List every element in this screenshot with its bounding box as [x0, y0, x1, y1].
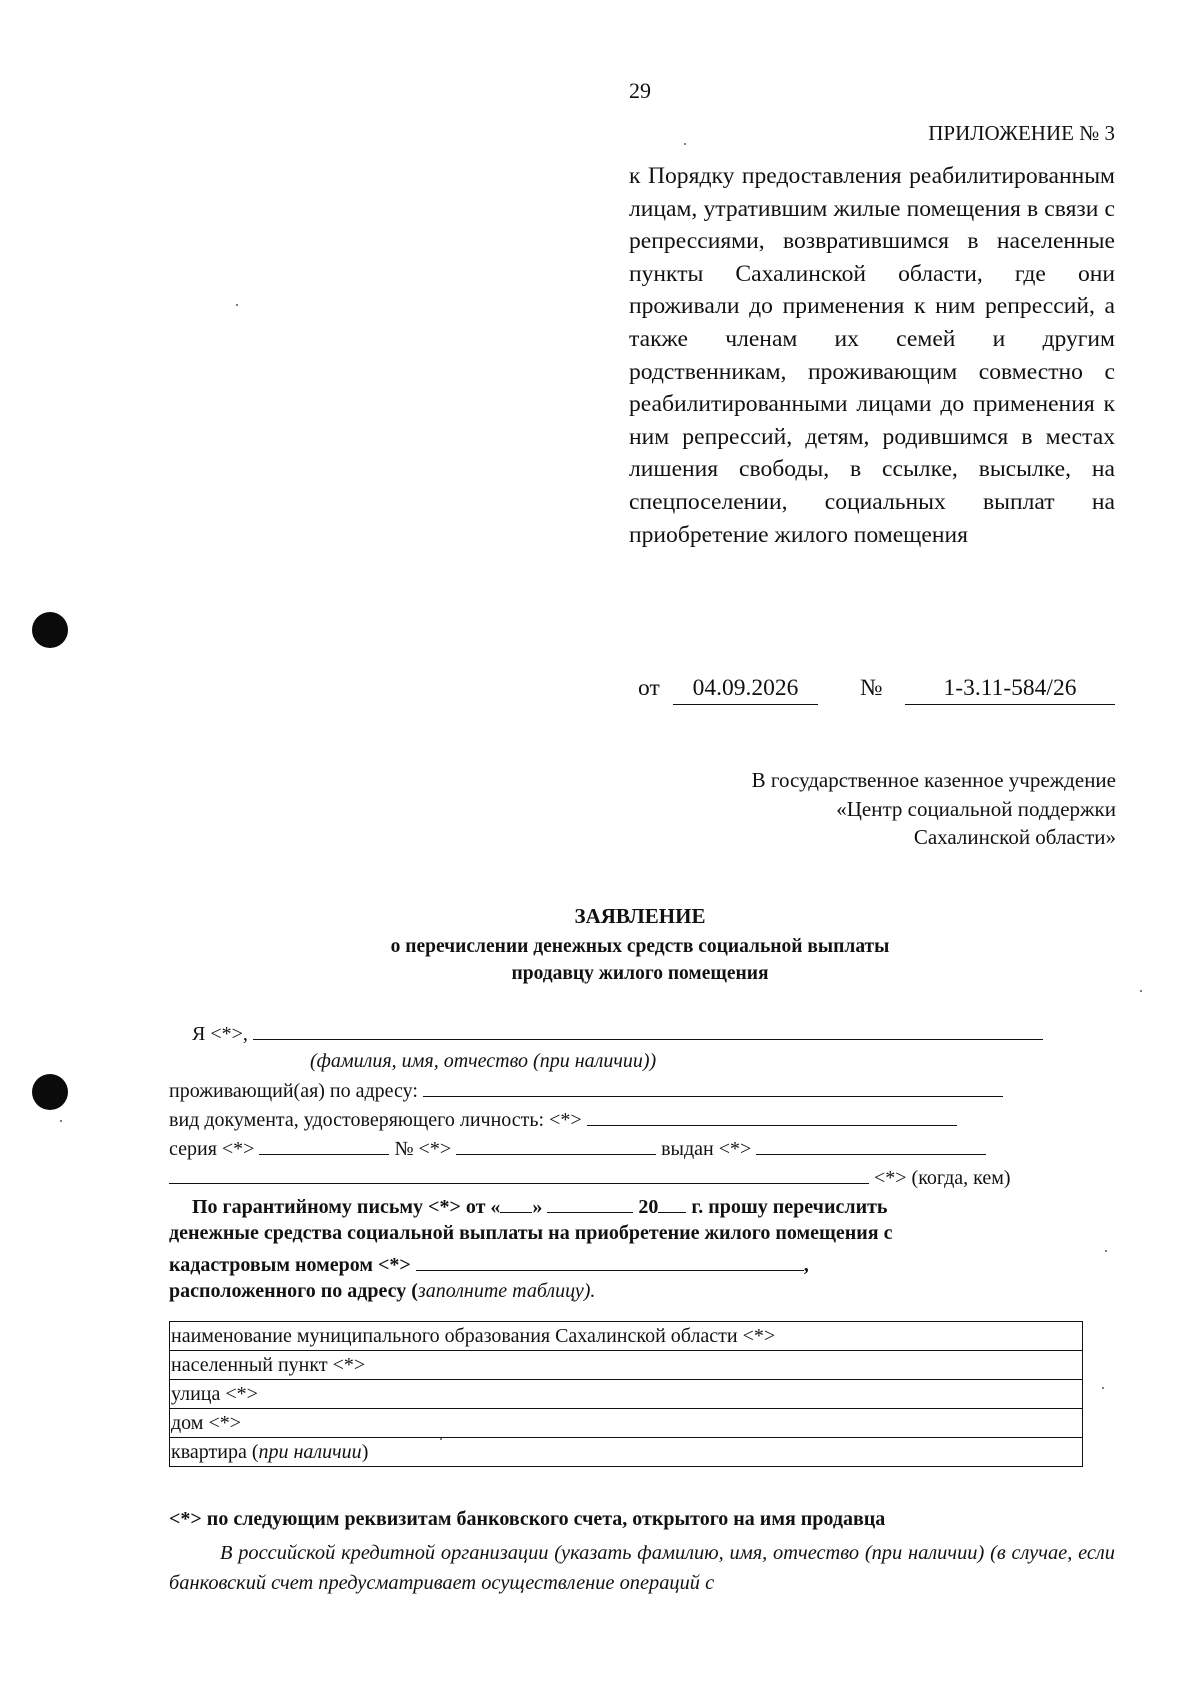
- table-row[interactable]: [170, 1409, 1083, 1438]
- number-label: № <*>: [394, 1138, 452, 1160]
- guarantee-row: [192, 1193, 888, 1219]
- fio-hint: (фамилия, имя, отчество (при наличии)): [310, 1050, 657, 1072]
- day-field[interactable]: [500, 1193, 532, 1213]
- address-label: проживающий(ая) по адресу:: [169, 1080, 418, 1102]
- fio-field[interactable]: [253, 1020, 1043, 1040]
- page-number: 29: [629, 78, 651, 103]
- table-row[interactable]: [170, 1351, 1083, 1380]
- row-label: наименование муниципального образования Сахалинской области <*>: [171, 1325, 776, 1347]
- recipient-line: Сахалинской области»: [913, 825, 1116, 849]
- row-label-close: ): [361, 1441, 369, 1463]
- row-label: квартира (: [171, 1441, 259, 1463]
- guarantee-text: »: [532, 1196, 543, 1218]
- subtitle-line: о перечислении денежных средств социальной выплаты: [390, 936, 890, 957]
- document-label: вид документа, удостоверяющего личность: <*>: [169, 1109, 582, 1131]
- number-label: №: [860, 675, 883, 701]
- table-cell[interactable]: [170, 1322, 1083, 1351]
- punch-hole-icon: [32, 1074, 68, 1110]
- recipient-block: [596, 766, 1116, 852]
- cadastral-row: [169, 1251, 809, 1277]
- series-field[interactable]: [259, 1135, 389, 1155]
- issued-when-field[interactable]: [169, 1164, 869, 1184]
- series-row: [169, 1135, 986, 1161]
- issued-field[interactable]: [756, 1135, 986, 1155]
- issued-label: выдан <*>: [661, 1138, 752, 1160]
- date-value: 04.09.2026: [673, 675, 818, 705]
- table-cell[interactable]: [170, 1380, 1083, 1409]
- bank-paragraph: В российской кредитной организации (указать фамилию, имя, отчество (при наличии) (в случае, если банковский счет предусматривает осуществление операций с: [169, 1542, 1115, 1594]
- address-table: [169, 1321, 1083, 1467]
- number-value: 1-3.11-584/26: [905, 675, 1115, 705]
- cadastral-label: кадастровым номером <*>: [169, 1254, 411, 1276]
- appendix-date-row: [638, 675, 1115, 709]
- bank-footnote: <*> по следующим реквизитам банковского счета, открытого на имя продавца: [169, 1508, 886, 1530]
- address-field[interactable]: [423, 1077, 1003, 1097]
- located-hint: заполните таблицу).: [417, 1280, 596, 1302]
- document-subtitle: [0, 933, 1200, 987]
- ya-label: Я <*>,: [192, 1023, 248, 1045]
- guarantee-line2: денежные средства социальной выплаты на приобретение жилого помещения с: [169, 1222, 893, 1244]
- scan-speck: [440, 1438, 442, 1440]
- recipient-line: «Центр социальной поддержки: [836, 796, 1116, 821]
- guarantee-text: По гарантийному письму <*> от «: [192, 1196, 501, 1218]
- guarantee-text: г. прошу перечислить: [691, 1196, 888, 1218]
- month-field[interactable]: [547, 1193, 633, 1213]
- scan-speck: [1140, 990, 1142, 992]
- fio-row: [192, 1020, 1043, 1046]
- punch-hole-icon: [32, 612, 68, 648]
- year-field[interactable]: [658, 1193, 686, 1213]
- scan-speck: [60, 1120, 62, 1122]
- appendix-text: к Порядку предоставления реабилитированным лицам, утратившим жилые помещения в связи с репрессиями, возвратившимся в населенные пункты Сахалинской области, где они проживали до применения к ним репрессий, а также членам их семей и другим родственникам, проживающим совместно с реабилитированными лицами до применения к ним репрессий, детям, родившимся в местах лишения свободы, в ссылке, высылке, на спецпоселении, социальных выплат на приобретение жилого помещения: [629, 163, 1115, 548]
- scan-speck: [236, 304, 238, 306]
- series-label: серия <*>: [169, 1138, 255, 1160]
- table-row[interactable]: [170, 1380, 1083, 1409]
- scan-speck: [1102, 1387, 1104, 1389]
- document-title: ЗАЯВЛЕНИЕ: [574, 904, 706, 928]
- appendix-title: ПРИЛОЖЕНИЕ № 3: [928, 121, 1115, 145]
- date-label: от: [638, 675, 660, 701]
- scan-speck: [1105, 1250, 1107, 1252]
- table-cell[interactable]: [170, 1409, 1083, 1438]
- issued-row: [169, 1164, 1011, 1190]
- issued-hint: <*> (когда, кем): [874, 1167, 1011, 1189]
- scan-speck: [684, 143, 686, 145]
- row-label: улица <*>: [171, 1383, 258, 1405]
- document-field[interactable]: [587, 1106, 957, 1126]
- table-cell[interactable]: [170, 1351, 1083, 1380]
- row-label: населенный пункт <*>: [171, 1354, 366, 1376]
- subtitle-line: продавцу жилого помещения: [511, 963, 769, 984]
- cadastral-field[interactable]: [416, 1251, 804, 1271]
- table-row[interactable]: [170, 1438, 1083, 1467]
- document-row: [169, 1106, 957, 1132]
- table-cell[interactable]: [170, 1438, 1083, 1467]
- row-hint: при наличии: [258, 1441, 362, 1463]
- address-row: [169, 1077, 1003, 1103]
- located-label: расположенного по адресу (: [169, 1280, 418, 1302]
- row-label: дом <*>: [171, 1412, 242, 1434]
- located-row: [169, 1280, 595, 1303]
- recipient-line: В государственное казенное учреждение: [751, 768, 1116, 792]
- table-row[interactable]: [170, 1322, 1083, 1351]
- cadastral-comma: ,: [803, 1254, 809, 1276]
- doc-number-field[interactable]: [456, 1135, 656, 1155]
- guarantee-year-prefix: 20: [638, 1196, 659, 1218]
